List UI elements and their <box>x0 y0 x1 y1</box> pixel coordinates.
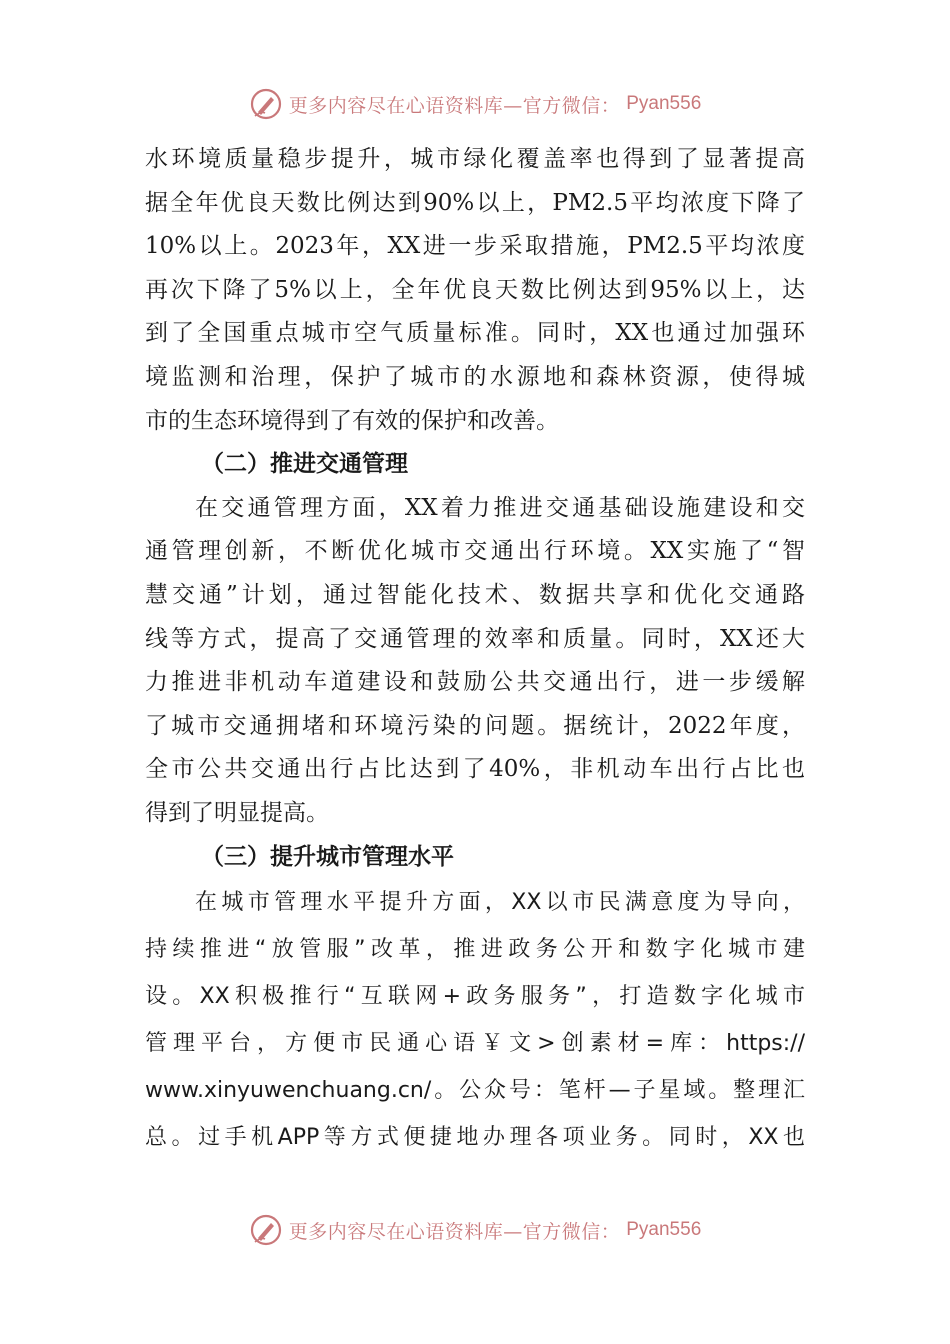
text-line: 总。过手机APP等方式便捷地办理各项业务。同时，XX也 <box>145 1125 805 1151</box>
text-line: 再次下降了5%以上，全年优良天数比例达到95%以上，达 <box>145 276 805 303</box>
footer-watermark-banner <box>0 1208 950 1252</box>
text-line: 通管理创新，不断优化城市交通出行环境。XX实施了“智 <box>145 538 805 565</box>
text-line: 在城市管理水平提升方面，XX以市民满意度为导向， <box>195 890 805 916</box>
text-line: 慧交通”计划，通过智能化技术、数据共享和优化交通路 <box>145 581 805 608</box>
text-line: 设。XX积极推行“互联网+政务服务”，打造数字化城市 <box>145 984 805 1010</box>
pen-logo-icon <box>249 1213 283 1247</box>
text-line: 持续推进“放管服”改革，推进政务公开和数字化城市建 <box>145 937 805 963</box>
section-heading-city-management: （三）提升城市管理水平 <box>201 843 454 870</box>
text-line: 管理平台，方便市民通心语￥文>创素材=库：https:// <box>145 1031 805 1057</box>
text-line: 到了全国重点城市空气质量标准。同时，XX也通过加强环 <box>145 320 805 347</box>
text-line: 了城市交通拥堵和环境污染的问题。据统计，2022年度， <box>145 712 805 739</box>
section-heading-traffic: （二）推进交通管理 <box>201 451 408 478</box>
banner-text: 更多内容尽在心语资料库—官方微信： <box>288 1220 621 1243</box>
header-watermark-banner <box>0 82 950 126</box>
pen-logo-icon <box>249 87 283 121</box>
text-line: 力推进非机动车道建设和鼓励公共交通出行，进一步缓解 <box>145 669 805 696</box>
banner-text: 更多内容尽在心语资料库—官方微信： <box>288 94 621 117</box>
text-line: 境监测和治理，保护了城市的水源地和森林资源，使得城 <box>145 363 805 390</box>
text-line: 全市公共交通出行占比达到了40%，非机动车出行占比也 <box>145 756 805 783</box>
text-line: 水环境质量稳步提升，城市绿化覆盖率也得到了显著提高 <box>145 146 805 172</box>
paragraph-environment <box>145 138 805 443</box>
document-body <box>145 138 805 1161</box>
text-line: 得到了明显提高。 <box>145 799 329 826</box>
text-line: 据全年优良天数比例达到90%以上，PM2.5平均浓度下降了 <box>145 189 805 216</box>
banner-wechat-id: Pyan556 <box>626 1219 702 1240</box>
paragraph-traffic <box>145 487 805 836</box>
text-line: www.xinyuwenchuang.cn/。公众号：笔杆—子星域。整理汇 <box>145 1078 805 1104</box>
text-line: 10%以上。2023年，XX进一步采取措施，PM2.5平均浓度 <box>145 233 805 260</box>
paragraph-city-management <box>145 879 805 1161</box>
text-line: 市的生态环境得到了有效的保护和改善。 <box>145 407 559 434</box>
text-line: 在交通管理方面，XX着力推进交通基础设施建设和交 <box>195 494 805 521</box>
text-line: 线等方式，提高了交通管理的效率和质量。同时，XX还大 <box>145 625 805 652</box>
banner-wechat-id: Pyan556 <box>626 93 702 114</box>
